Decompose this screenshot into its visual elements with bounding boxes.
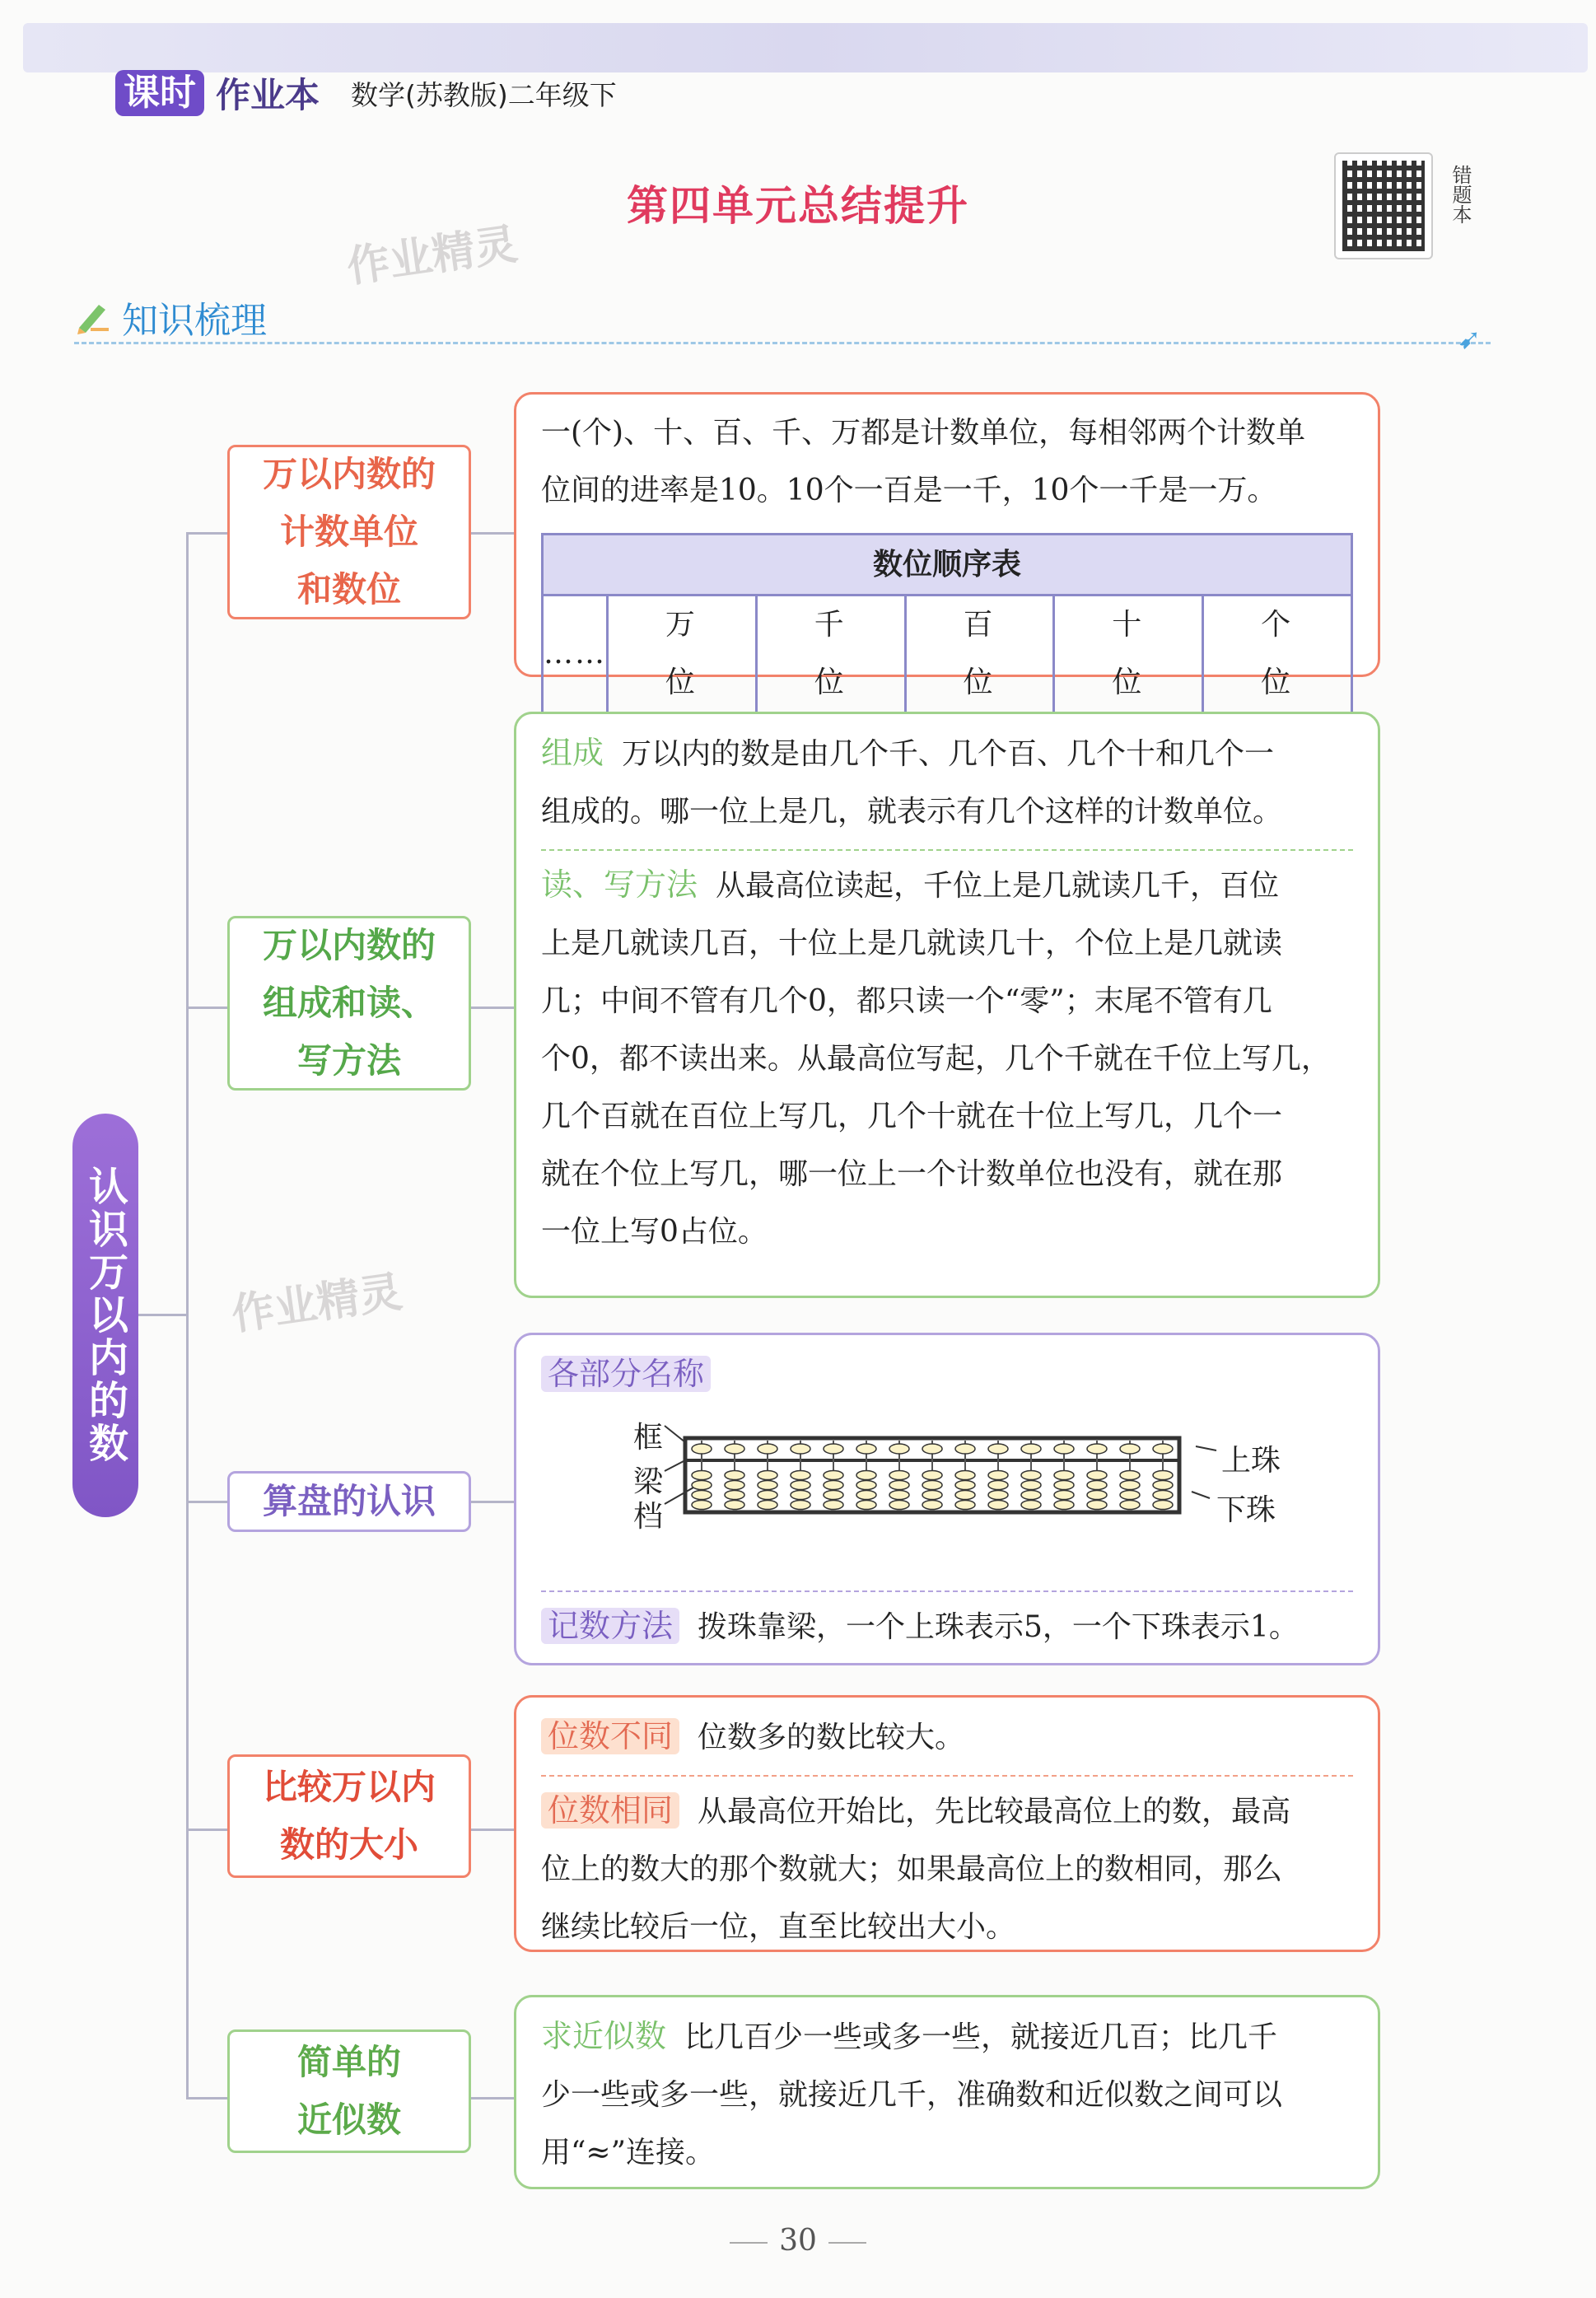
section-heading [74,292,267,342]
lower-bead [988,1471,1008,1480]
tag-composition: 组成 [541,735,604,771]
lower-bead [922,1501,942,1510]
lower-bead [824,1471,843,1480]
tree-connector [471,2097,514,2099]
label-frame: 框 [633,1421,664,1455]
text-line: 位间的进率是10。10个一百是一千，10个一千是一万。 [541,474,1277,507]
lower-bead [1021,1501,1041,1510]
lower-bead [988,1501,1008,1510]
lower-bead [692,1501,712,1510]
lower-bead [1054,1471,1074,1480]
text-line [541,1345,1353,1404]
lower-bead [692,1471,712,1480]
tree-connector [186,2097,227,2099]
lower-bead [758,1481,777,1490]
lower-bead [856,1471,876,1480]
page-title: 第四单元总结提升 [627,182,969,230]
lower-bead [1054,1491,1074,1500]
lower-bead [988,1481,1008,1490]
tree-connector [186,1007,227,1009]
compare-box [514,1695,1380,1952]
lower-bead [1153,1501,1173,1510]
lower-bead [922,1481,942,1490]
text-line: 继续比较后一位，直至比较出大小。 [541,1910,1016,1944]
upper-bead [1021,1444,1041,1454]
category-composition: 万以内数的 组成和读、 写方法 [227,916,471,1091]
text-line: 上是几就读几百，十位上是几就读几十，个位上是几就读 [541,927,1283,960]
lower-bead [988,1491,1008,1500]
divider [541,1590,1353,1592]
text-line: 一(个)、十、百、千、万都是计数单位，每相邻两个计数单 [541,416,1306,450]
composition-box [514,712,1380,1298]
subject-label: 数学(苏教版)二年级下 [351,78,617,111]
lower-bead [1087,1471,1107,1480]
tag-part-names: 各部分名称 [541,1356,711,1392]
section-divider [74,342,1491,344]
lower-bead [1021,1471,1041,1480]
text-line: 用“≈”连接。 [541,2136,715,2170]
lower-bead [1120,1501,1140,1510]
upper-bead [1054,1444,1074,1454]
lower-bead [1087,1491,1107,1500]
text-line: 组成的。哪一位上是几，就表示有几个这样的计数单位。 [541,795,1283,829]
divider [541,1775,1353,1777]
lower-bead [889,1481,909,1490]
tree-connector [186,532,227,535]
lower-bead [856,1481,876,1490]
lower-bead [692,1481,712,1490]
tag-approximate: 求近似数 [541,2018,667,2054]
lower-bead [856,1491,876,1500]
lower-bead [791,1501,810,1510]
digit-order-table [541,533,1353,714]
category-counting-units: 万以内数的 计数单位 和数位 [227,445,471,619]
tree-connector [471,1501,514,1503]
lower-bead [791,1481,810,1490]
tree-connector [471,1007,514,1009]
category-approximation: 简单的 近似数 [227,2029,471,2153]
lower-bead [1054,1481,1074,1490]
upper-bead [758,1444,777,1454]
lower-bead [955,1471,975,1480]
page-number: 30 [0,2224,1596,2258]
tree-trunk [186,532,189,2097]
lower-bead [889,1501,909,1510]
text-line: 少一些或多一些，就接近几千，准确数和近似数之间可以 [541,2078,1283,2112]
lower-bead [1120,1471,1140,1480]
text-line: 求近似数 比几百少一些或多一些，就接近几百；比几千 [541,2018,1278,2054]
divider [541,849,1353,851]
lower-bead [889,1471,909,1480]
text-line: 位数不同 位数多的数比较大。 [541,1707,1353,1767]
lower-bead [1021,1481,1041,1490]
lower-bead [889,1491,909,1500]
tag-counting-method: 记数方法 [541,1608,679,1644]
upper-bead [1120,1444,1140,1454]
lower-bead [791,1471,810,1480]
tree-connector [137,1314,186,1316]
lower-bead [692,1491,712,1500]
table-cell: 百位 [905,596,1054,713]
text-line: 记数方法 拨珠靠梁，一个上珠表示5，一个下珠表示1。 [541,1597,1353,1656]
lower-bead [758,1501,777,1510]
lower-bead [856,1501,876,1510]
upper-bead [692,1444,712,1454]
lower-bead [758,1491,777,1500]
lower-bead [725,1501,744,1510]
lower-bead [1021,1491,1041,1500]
text-line: 位上的数大的那个数就大；如果最高位上的数相同，那么 [541,1852,1283,1886]
upper-bead [922,1444,942,1454]
lower-bead [725,1481,744,1490]
lower-bead [758,1471,777,1480]
table-cell: 十位 [1054,596,1203,713]
lower-bead [1054,1501,1074,1510]
lower-bead [1087,1481,1107,1490]
label-upper-bead: 上珠 [1221,1444,1281,1478]
lower-bead [791,1491,810,1500]
text-line: 个0，都不读出来。从最高位写起，几个千就在千位上写几， [541,1042,1331,1076]
upper-bead [856,1444,876,1454]
lower-bead [1120,1481,1140,1490]
upper-bead [725,1444,744,1454]
abacus-diagram [541,1409,1353,1582]
lower-bead [824,1501,843,1510]
text-line: 几；中间不管有几个0，都只读一个“零”；末尾不管有几 [541,984,1272,1018]
lower-bead [725,1491,744,1500]
tree-connector [186,1501,227,1503]
lower-bead [1153,1481,1173,1490]
section-title: 知识梳理 [122,300,267,342]
upper-bead [1087,1444,1107,1454]
main-topic: 认识万以内的数 [72,1114,138,1517]
lower-bead [955,1481,975,1490]
brand-name: 作业本 [216,75,320,115]
lower-bead [1120,1491,1140,1500]
upper-bead [1153,1444,1173,1454]
qr-label: 错题本 [1449,165,1472,224]
table-cell: 个位 [1203,596,1352,713]
table-cell: …… [544,637,606,670]
lower-bead [1087,1501,1107,1510]
category-abacus: 算盘的认识 [227,1471,471,1532]
abacus-box [514,1333,1380,1665]
table-title: 数位顺序表 [543,535,1352,596]
table-cell: 千位 [756,596,905,713]
category-compare: 比较万以内 数的大小 [227,1754,471,1878]
lower-bead [955,1501,975,1510]
upper-bead [889,1444,909,1454]
lower-bead [955,1491,975,1500]
pencil-icon [74,298,112,336]
lower-bead [824,1491,843,1500]
counting-units-box [514,392,1380,699]
label-beam: 梁 [633,1465,664,1499]
lower-bead [922,1491,942,1500]
arrow-decor-icon: ➹ [1458,323,1482,356]
text-line: 几个百就在百位上写几，几个十就在十位上写几，几个一 [541,1100,1283,1133]
text-line: 读、写方法 从最高位读起，千位上是几就读几千，百位 [541,866,1280,903]
brand-logo: 课时 [115,70,204,116]
text-line: 就在个位上写几，哪一位上一个计数单位也没有，就在那 [541,1157,1283,1191]
qr-code-icon[interactable] [1334,152,1433,259]
upper-bead [791,1444,810,1454]
lower-bead [1153,1491,1173,1500]
lower-bead [824,1481,843,1490]
tag-same-digits: 位数相同 [541,1792,679,1829]
tree-connector [471,532,514,535]
approximation-box [514,1995,1380,2189]
header-band [23,23,1588,72]
brand [115,68,617,119]
watermark: 作业精灵 [228,1267,405,1341]
text-line: 一位上写0占位。 [541,1215,768,1249]
upper-bead [988,1444,1008,1454]
watermark: 作业精灵 [343,219,520,293]
tree-connector [186,1829,227,1831]
lower-bead [725,1471,744,1480]
table-cell: 万位 [608,596,757,713]
lower-bead [922,1471,942,1480]
lower-bead [1153,1471,1173,1480]
abacus-icon [541,1409,1332,1574]
text-line: 组成 万以内的数是由几个千、几个百、几个十和几个一 [541,735,1275,771]
upper-bead [955,1444,975,1454]
upper-bead [824,1444,843,1454]
label-lower-bead: 下珠 [1216,1493,1276,1527]
tag-different-digits: 位数不同 [541,1718,679,1754]
text-line: 位数相同 从最高位开始比，先比较最高位上的数，最高 [541,1782,1353,1841]
tag-read-write: 读、写方法 [541,866,698,903]
label-rod: 档 [633,1500,664,1534]
tree-connector [471,1829,514,1831]
